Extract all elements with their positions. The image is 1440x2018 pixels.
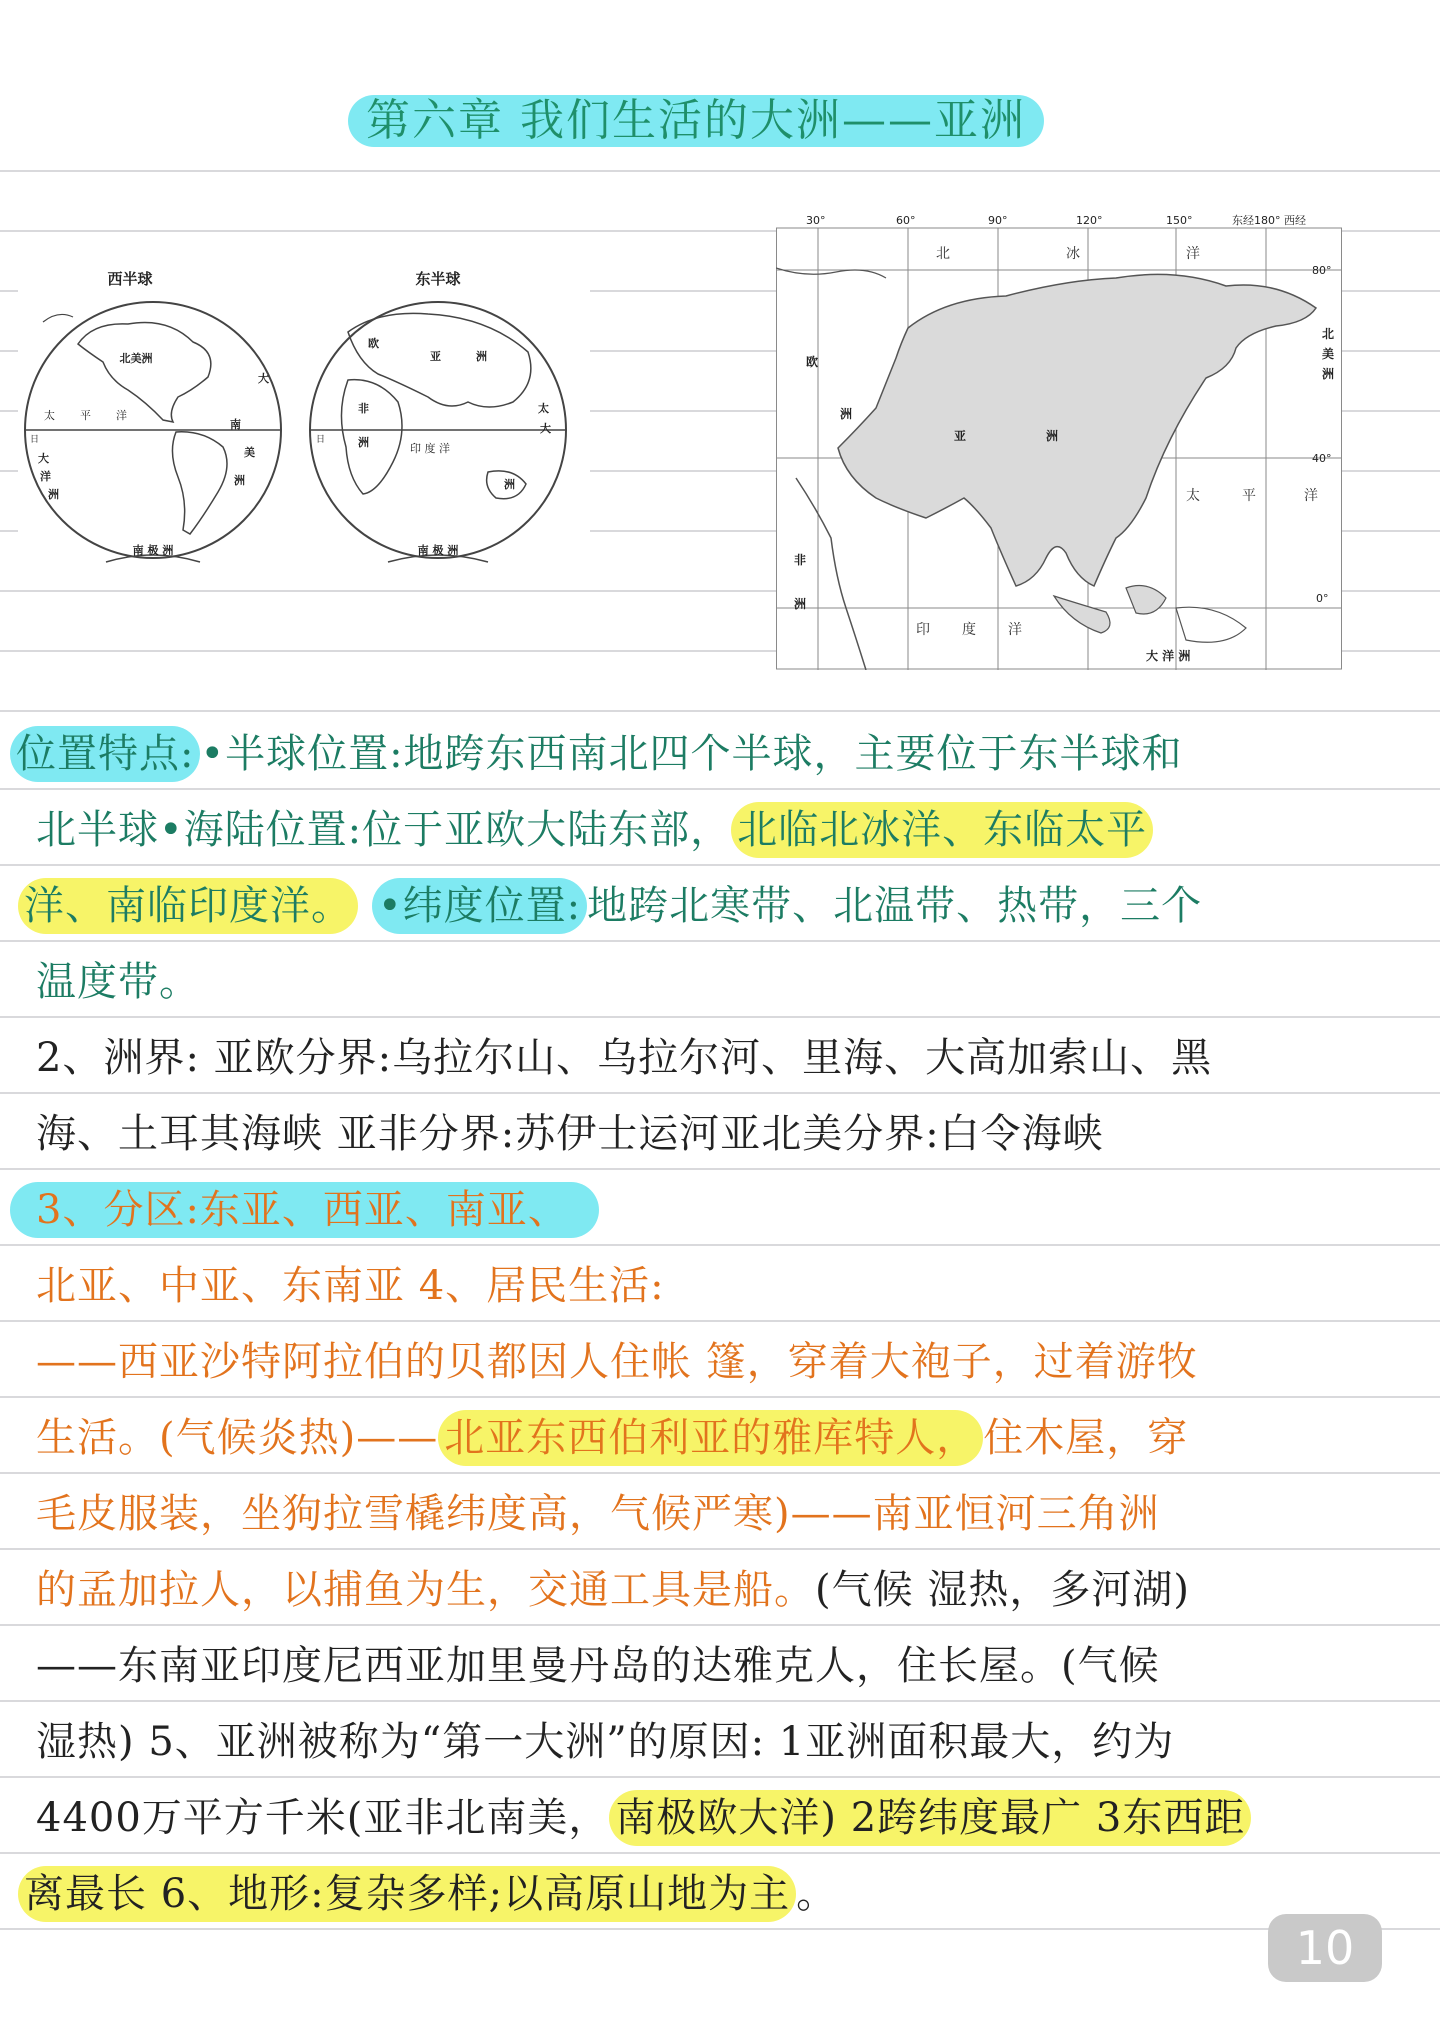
arctic-label-3: 洋 (1186, 246, 1200, 262)
indian-ocean-label: 印 度 洋 (410, 442, 450, 455)
land-sea-position: 北半球•海陆位置:位于亚欧大陆东部， (36, 807, 732, 853)
notes-line-6 (0, 1096, 1440, 1172)
east-oceania-label-2: 洲 (504, 478, 515, 491)
lat-label-80: 80° (1312, 264, 1332, 277)
residents-line-10c: 住木屋，穿 (983, 1415, 1189, 1461)
europe-label-2: 洲 (840, 407, 853, 421)
lat-label-0: 0° (1316, 592, 1329, 605)
notes-line-11 (0, 1476, 1440, 1552)
asia-map (776, 208, 1342, 670)
east-oceania-label-1: 大 (540, 422, 551, 435)
antarctica-label: 南 极 洲 (132, 544, 174, 557)
europe-label-1: 欧 (368, 337, 379, 350)
lon-label-120: 120° (1076, 214, 1103, 227)
north-america-label-3: 洲 (1322, 367, 1335, 381)
area-highlight: 南极欧大洋) 2跨纬度最广 3东西距 (609, 1790, 1251, 1846)
south-america-label-1: 南 (230, 418, 241, 431)
asia-label-2: 洲 (1046, 429, 1059, 443)
page-number: 10 (1268, 1914, 1382, 1982)
arctic-label-2: 冰 (1066, 246, 1080, 262)
temperature-zones: 温度带。 (36, 959, 200, 1005)
asia-label-1: 亚 (430, 350, 441, 363)
continent-boundary-1: 2、洲界: 亚欧分界:乌拉尔山、乌拉尔河、里海、大高加索山、黑 (36, 1035, 1213, 1081)
oceania-label-3: 洲 (48, 488, 59, 501)
yakut-highlight: 北亚东西伯利亚的雅库特人， (438, 1410, 983, 1466)
notes-line-2 (0, 792, 1440, 868)
lon-label-60: 60° (896, 214, 916, 227)
lon-label-90: 90° (988, 214, 1008, 227)
indian-label-1: 印 (916, 622, 930, 638)
regions-list: 北亚、中亚、东南亚 4、居民生活: (36, 1263, 665, 1309)
notes-line-13 (0, 1628, 1440, 1704)
oceans-highlight-1: 北临北冰洋、东临太平 (731, 802, 1153, 858)
notes-line-16 (0, 1856, 1440, 1932)
notes-line-3 (0, 868, 1440, 944)
oceania-label: 大 洋 洲 (1146, 649, 1191, 663)
asia-label-2: 洲 (476, 350, 487, 363)
south-america-label-3: 洲 (234, 474, 245, 487)
pacific-label-2: 平 (1242, 488, 1256, 504)
notes-line-14 (0, 1704, 1440, 1780)
notes-line-7 (0, 1172, 1440, 1248)
residents-line-11: 毛皮服装，坐狗拉雪橇纬度高，气候严寒)——南亚恒河三角洲 (36, 1491, 1160, 1537)
residents-line-10a: 生活。(气候炎热)—— (36, 1415, 439, 1461)
north-america-label-2: 美 (1322, 347, 1335, 361)
north-america-label: 北美洲 (119, 352, 153, 365)
continent-boundary-2: 海、土耳其海峡 亚非分界:苏伊士运河亚北美分界:白令海峡 (36, 1111, 1104, 1157)
oceania-label-2: 洋 (40, 470, 51, 483)
notes-line-1 (0, 716, 1440, 792)
lat-label-40: 40° (1312, 452, 1332, 465)
east-hemisphere-label: 东半球 (415, 270, 461, 288)
notes-line-9 (0, 1324, 1440, 1400)
residents-line-12a: 的孟加拉人，以捕鱼为生，交通工具是船。 (36, 1567, 815, 1613)
oceans-highlight-2: 洋、南临印度洋。 (18, 878, 358, 934)
heading-location: 位置特点: (10, 726, 200, 782)
africa-label-1: 非 (358, 402, 369, 415)
south-america-label-2: 美 (244, 446, 255, 459)
pacific-label-1: 太 (44, 409, 55, 422)
pacific-label-3: 洋 (1304, 488, 1318, 504)
world-hemispheres-map (18, 262, 590, 584)
terrain-highlight: 离最长 6、地形:复杂多样;以高原山地为主 (18, 1866, 796, 1922)
east-pacific-label-1: 太 (538, 402, 549, 415)
indian-label-3: 洋 (1008, 622, 1022, 638)
notes-line-15 (0, 1780, 1440, 1856)
pacific-label-2: 平 (80, 409, 91, 422)
residents-line-12b: (气候 湿热，多河湖) (815, 1567, 1190, 1613)
latitude-position-heading: •纬度位置: (372, 878, 587, 934)
north-america-label-1: 北 (1322, 327, 1335, 341)
notes-line-8 (0, 1248, 1440, 1324)
hemisphere-position: •半球位置:地跨东西南北四个半球，主要位于东半球和 (200, 731, 1183, 777)
indian-label-2: 度 (962, 622, 976, 638)
first-continent-reason: 湿热) 5、亚洲被称为“第一大洲”的原因: 1亚洲面积最大，约为 (36, 1719, 1175, 1765)
asia-label-1: 亚 (954, 429, 967, 443)
lon-label-180: 东经180° 西经 (1232, 214, 1306, 227)
arctic-label-1: 北 (936, 246, 950, 262)
pacific-label-1: 太 (1186, 488, 1200, 504)
atlantic-label: 大 (258, 372, 269, 385)
west-hemisphere-label: 西半球 (107, 270, 153, 288)
lon-label-150: 150° (1166, 214, 1193, 227)
africa-label-2: 洲 (358, 436, 369, 449)
africa-label-2: 洲 (794, 597, 807, 611)
lon-label-30: 30° (806, 214, 826, 227)
notes-line-12 (0, 1552, 1440, 1628)
ruled-line (0, 710, 1440, 712)
oceania-label-1: 大 (38, 452, 49, 465)
east-antarctica-label: 南 极 洲 (417, 544, 459, 557)
residents-west-asia: ——西亚沙特阿拉伯的贝都因人住帐 篷，穿着大袍子，过着游牧 (36, 1339, 1198, 1385)
notes-line-4 (0, 944, 1440, 1020)
regions-heading: 3、分区:东亚、西亚、南亚、 (10, 1182, 599, 1238)
area-line: 4400万平方千米(亚非北南美， (36, 1795, 610, 1841)
east-dateline-label: 日 (316, 435, 326, 445)
notes-line-5 (0, 1020, 1440, 1096)
notes-line-10 (0, 1400, 1440, 1476)
pacific-label-3: 洋 (116, 409, 127, 422)
africa-label-1: 非 (794, 553, 807, 567)
dateline-label: 日 (30, 435, 40, 445)
latitude-position: 地跨北寒带、北温带、热带，三个 (587, 883, 1203, 929)
residents-southeast-asia: ——东南亚印度尼西亚加里曼丹岛的达雅克人，住长屋。(气候 (36, 1643, 1160, 1689)
europe-label-1: 欧 (806, 355, 819, 369)
ruled-line (0, 170, 1440, 172)
terrain-end: 。 (796, 1871, 838, 1917)
page-title: 第六章 我们生活的大洲——亚洲 (348, 95, 1044, 147)
